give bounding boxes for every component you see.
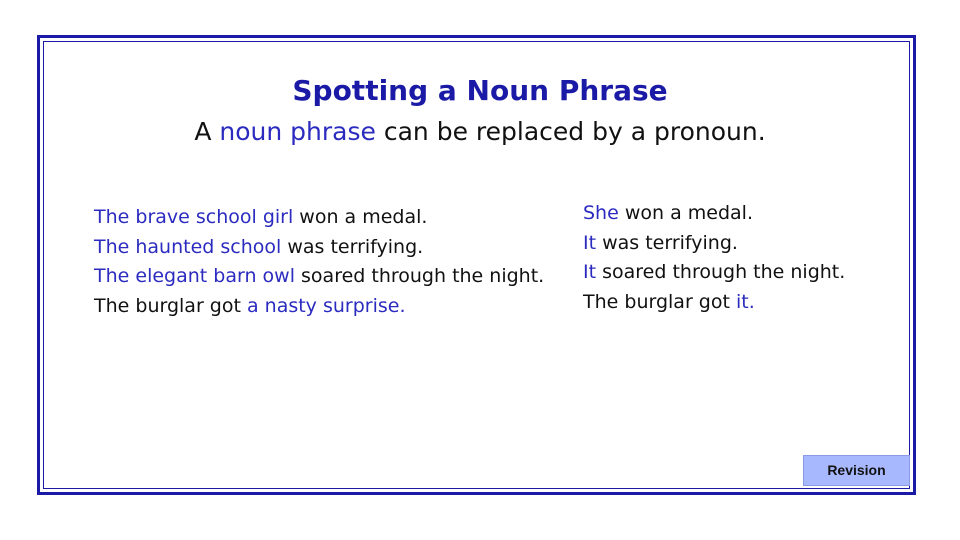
sentence-text: won a medal. [618,202,753,224]
subtitle-text-before: A [194,117,220,146]
noun-phrase: The haunted school [94,235,282,258]
sentence-1 [94,203,544,233]
sentence-text: was terrifying. [281,235,424,258]
sentence-text: soared through the night. [596,261,846,283]
pronoun: it. [735,290,755,313]
sentence-4 [94,292,544,322]
subtitle-highlight: noun phrase [219,117,376,146]
slide-title: Spotting a Noun Phrase [292,74,668,107]
sentence-text: soared through the night. [294,265,545,287]
replacement-1 [583,199,845,229]
sentence-text: won a medal. [293,206,428,228]
sentence-text: was terrifying. [596,231,738,254]
noun-phrase: The elegant barn owl [94,265,295,287]
replacement-2 [583,229,845,259]
sentence-text: The burglar got [94,294,247,317]
noun-phrase-sentences [94,203,544,321]
sentence-2 [94,233,544,263]
noun-phrase: a nasty surprise. [246,294,406,317]
pronoun: She [583,202,619,224]
subtitle-text-after: can be replaced by a pronoun. [375,117,766,146]
sentence-3 [94,262,544,292]
noun-phrase: The brave school girl [94,206,294,228]
replacement-4 [583,288,845,318]
slide-subtitle [0,115,960,149]
revision-button[interactable]: Revision [803,455,910,486]
sentence-text: The burglar got [583,290,736,313]
pronoun-sentences [583,199,845,317]
pronoun: It [583,231,597,254]
replacement-3 [583,258,845,288]
pronoun: It [583,261,597,283]
